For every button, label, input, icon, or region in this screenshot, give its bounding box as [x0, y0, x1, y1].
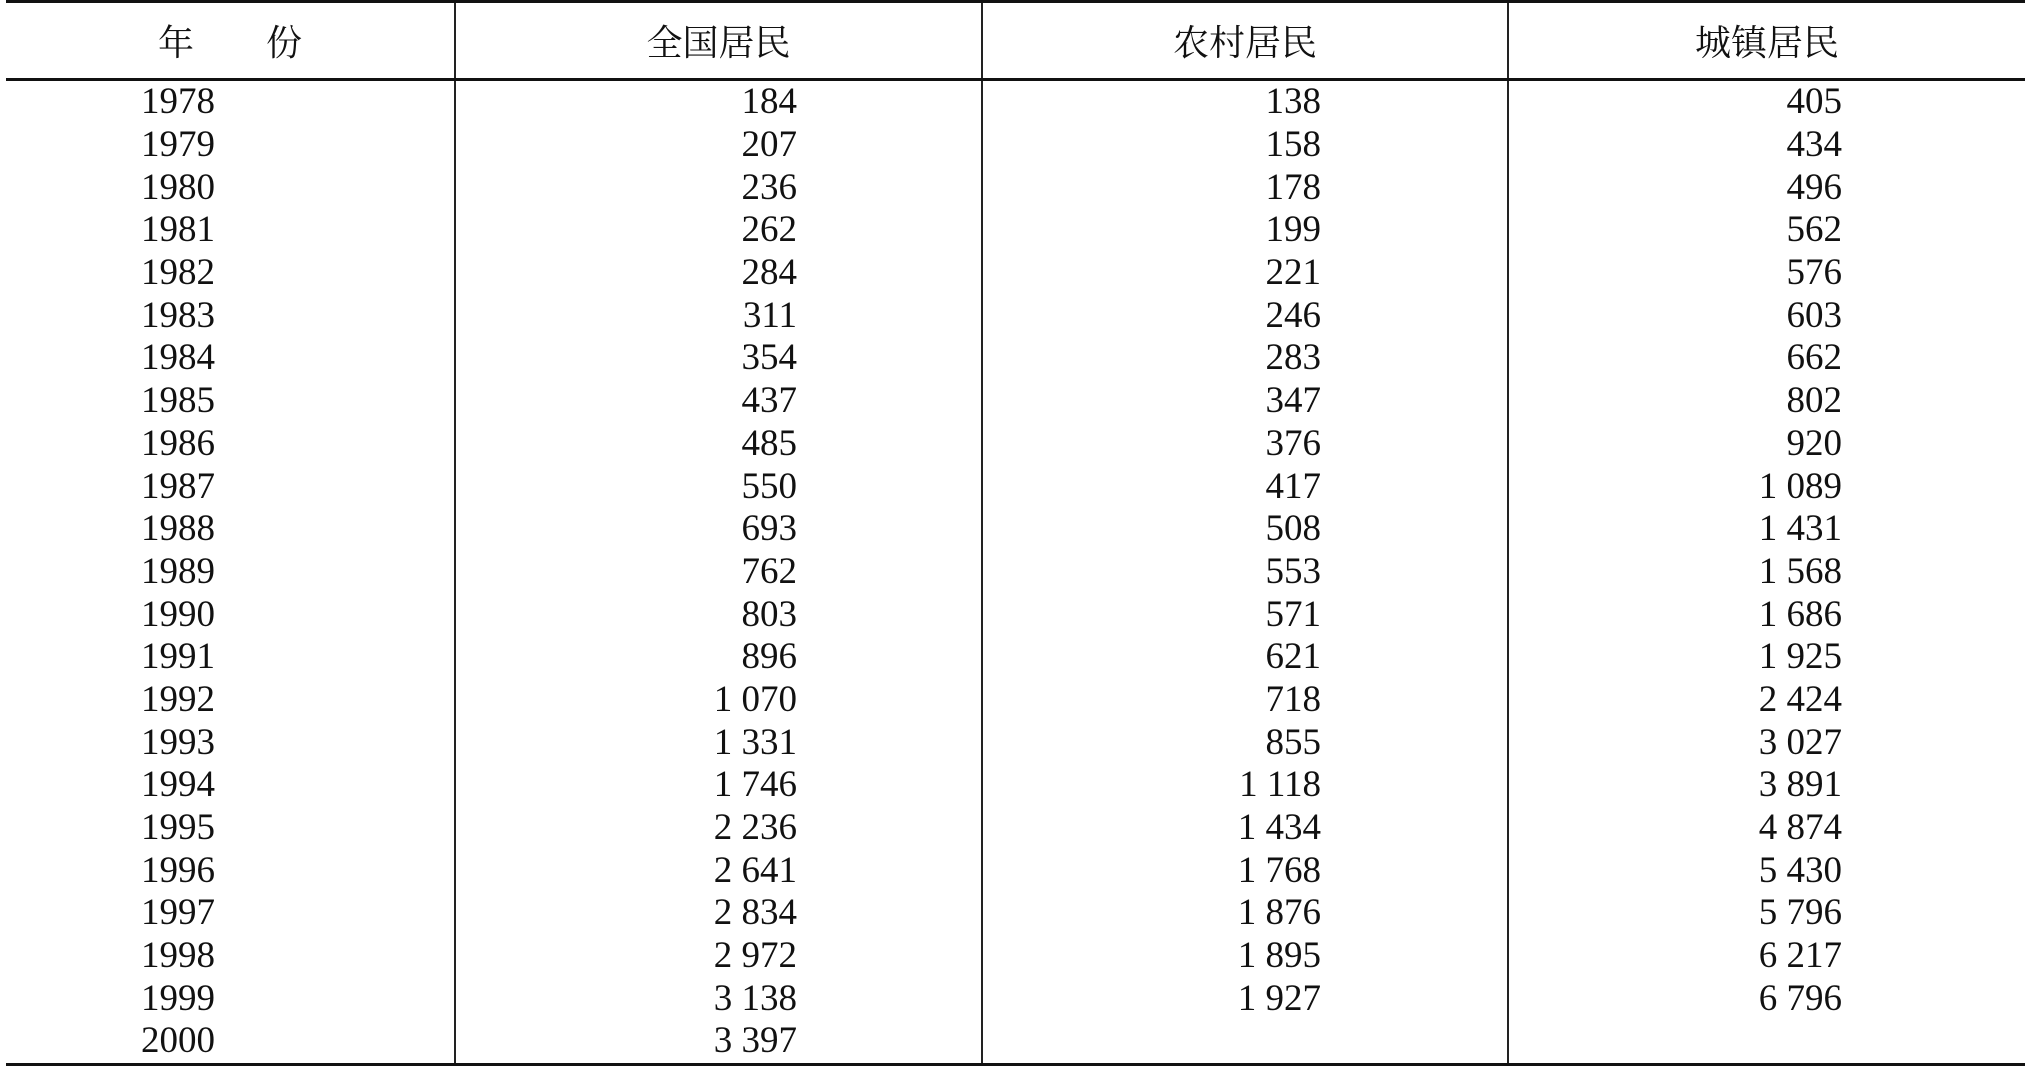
cell-year: 1993	[6, 721, 455, 764]
cell-national: 437	[455, 380, 982, 423]
cell-urban: 5 430	[1508, 849, 2025, 892]
header-rural: 农村居民	[982, 2, 1508, 80]
cell-national: 550	[455, 465, 982, 508]
cell-national: 485	[455, 423, 982, 466]
cell-year: 2000	[6, 1020, 455, 1064]
cell-national: 762	[455, 551, 982, 594]
cell-urban: 2 424	[1508, 679, 2025, 722]
cell-national: 1 331	[455, 721, 982, 764]
cell-urban: 562	[1508, 209, 2025, 252]
cell-national: 2 972	[455, 935, 982, 978]
table-row	[6, 80, 2025, 124]
cell-rural: 855	[982, 721, 1508, 764]
table-body	[6, 80, 2025, 1065]
cell-national: 207	[455, 124, 982, 167]
cell-urban: 405	[1508, 80, 2025, 124]
cell-year: 1999	[6, 977, 455, 1020]
table-row	[6, 252, 2025, 295]
cell-urban: 802	[1508, 380, 2025, 423]
cell-rural: 621	[982, 636, 1508, 679]
cell-rural: 1 434	[982, 807, 1508, 850]
cell-year: 1990	[6, 593, 455, 636]
cell-national: 311	[455, 294, 982, 337]
cell-rural: 571	[982, 593, 1508, 636]
cell-year: 1987	[6, 465, 455, 508]
table-row	[6, 892, 2025, 935]
cell-urban: 603	[1508, 294, 2025, 337]
cell-year: 1988	[6, 508, 455, 551]
cell-rural: 138	[982, 80, 1508, 124]
cell-rural: 283	[982, 337, 1508, 380]
cell-national: 184	[455, 80, 982, 124]
cell-urban: 920	[1508, 423, 2025, 466]
cell-national: 2 834	[455, 892, 982, 935]
cell-rural: 553	[982, 551, 1508, 594]
cell-urban: 5 796	[1508, 892, 2025, 935]
header-national: 全国居民	[455, 2, 982, 80]
table-row	[6, 380, 2025, 423]
cell-national: 1 746	[455, 764, 982, 807]
cell-rural: 508	[982, 508, 1508, 551]
data-table-container	[6, 0, 2025, 1066]
header-urban: 城镇居民	[1508, 2, 2025, 80]
table-row	[6, 849, 2025, 892]
cell-year: 1981	[6, 209, 455, 252]
table-header	[6, 2, 2025, 80]
cell-year: 1983	[6, 294, 455, 337]
cell-rural: 376	[982, 423, 1508, 466]
cell-urban: 1 568	[1508, 551, 2025, 594]
cell-year: 1979	[6, 124, 455, 167]
cell-rural: 199	[982, 209, 1508, 252]
cell-year: 1984	[6, 337, 455, 380]
cell-urban: 6 217	[1508, 935, 2025, 978]
table-row	[6, 337, 2025, 380]
cell-year: 1986	[6, 423, 455, 466]
cell-year: 1994	[6, 764, 455, 807]
cell-national: 2 641	[455, 849, 982, 892]
cell-urban: 1 431	[1508, 508, 2025, 551]
data-table	[6, 0, 2025, 1066]
table-row	[6, 636, 2025, 679]
cell-urban	[1508, 1020, 2025, 1064]
cell-rural: 1 768	[982, 849, 1508, 892]
cell-rural: 1 118	[982, 764, 1508, 807]
cell-urban: 1 925	[1508, 636, 2025, 679]
cell-urban: 3 027	[1508, 721, 2025, 764]
header-year: 年 份	[6, 2, 455, 80]
cell-year: 1995	[6, 807, 455, 850]
cell-rural: 417	[982, 465, 1508, 508]
cell-year: 1992	[6, 679, 455, 722]
cell-national: 1 070	[455, 679, 982, 722]
cell-national: 262	[455, 209, 982, 252]
table-row	[6, 1020, 2025, 1064]
cell-rural: 718	[982, 679, 1508, 722]
cell-urban: 4 874	[1508, 807, 2025, 850]
table-row	[6, 423, 2025, 466]
cell-year: 1997	[6, 892, 455, 935]
cell-urban: 1 089	[1508, 465, 2025, 508]
header-row	[6, 2, 2025, 80]
cell-national: 3 397	[455, 1020, 982, 1064]
cell-rural: 221	[982, 252, 1508, 295]
cell-year: 1991	[6, 636, 455, 679]
cell-rural: 1 895	[982, 935, 1508, 978]
cell-year: 1998	[6, 935, 455, 978]
table-row	[6, 935, 2025, 978]
table-row	[6, 465, 2025, 508]
cell-year: 1980	[6, 166, 455, 209]
cell-national: 354	[455, 337, 982, 380]
cell-rural: 158	[982, 124, 1508, 167]
cell-year: 1978	[6, 80, 455, 124]
cell-urban: 434	[1508, 124, 2025, 167]
table-row	[6, 166, 2025, 209]
cell-national: 693	[455, 508, 982, 551]
cell-national: 803	[455, 593, 982, 636]
cell-national: 896	[455, 636, 982, 679]
table-row	[6, 764, 2025, 807]
cell-urban: 576	[1508, 252, 2025, 295]
table-row	[6, 977, 2025, 1020]
cell-urban: 496	[1508, 166, 2025, 209]
cell-national: 2 236	[455, 807, 982, 850]
cell-year: 1989	[6, 551, 455, 594]
cell-year: 1985	[6, 380, 455, 423]
table-row	[6, 807, 2025, 850]
table-row	[6, 679, 2025, 722]
cell-rural	[982, 1020, 1508, 1064]
cell-rural: 246	[982, 294, 1508, 337]
table-row	[6, 209, 2025, 252]
cell-rural: 1 876	[982, 892, 1508, 935]
cell-rural: 347	[982, 380, 1508, 423]
table-row	[6, 508, 2025, 551]
cell-national: 284	[455, 252, 982, 295]
table-row	[6, 551, 2025, 594]
table-row	[6, 721, 2025, 764]
table-row	[6, 294, 2025, 337]
cell-urban: 6 796	[1508, 977, 2025, 1020]
cell-rural: 1 927	[982, 977, 1508, 1020]
cell-rural: 178	[982, 166, 1508, 209]
cell-national: 3 138	[455, 977, 982, 1020]
cell-year: 1982	[6, 252, 455, 295]
cell-national: 236	[455, 166, 982, 209]
cell-urban: 3 891	[1508, 764, 2025, 807]
cell-urban: 662	[1508, 337, 2025, 380]
table-row	[6, 124, 2025, 167]
cell-urban: 1 686	[1508, 593, 2025, 636]
table-row	[6, 593, 2025, 636]
cell-year: 1996	[6, 849, 455, 892]
